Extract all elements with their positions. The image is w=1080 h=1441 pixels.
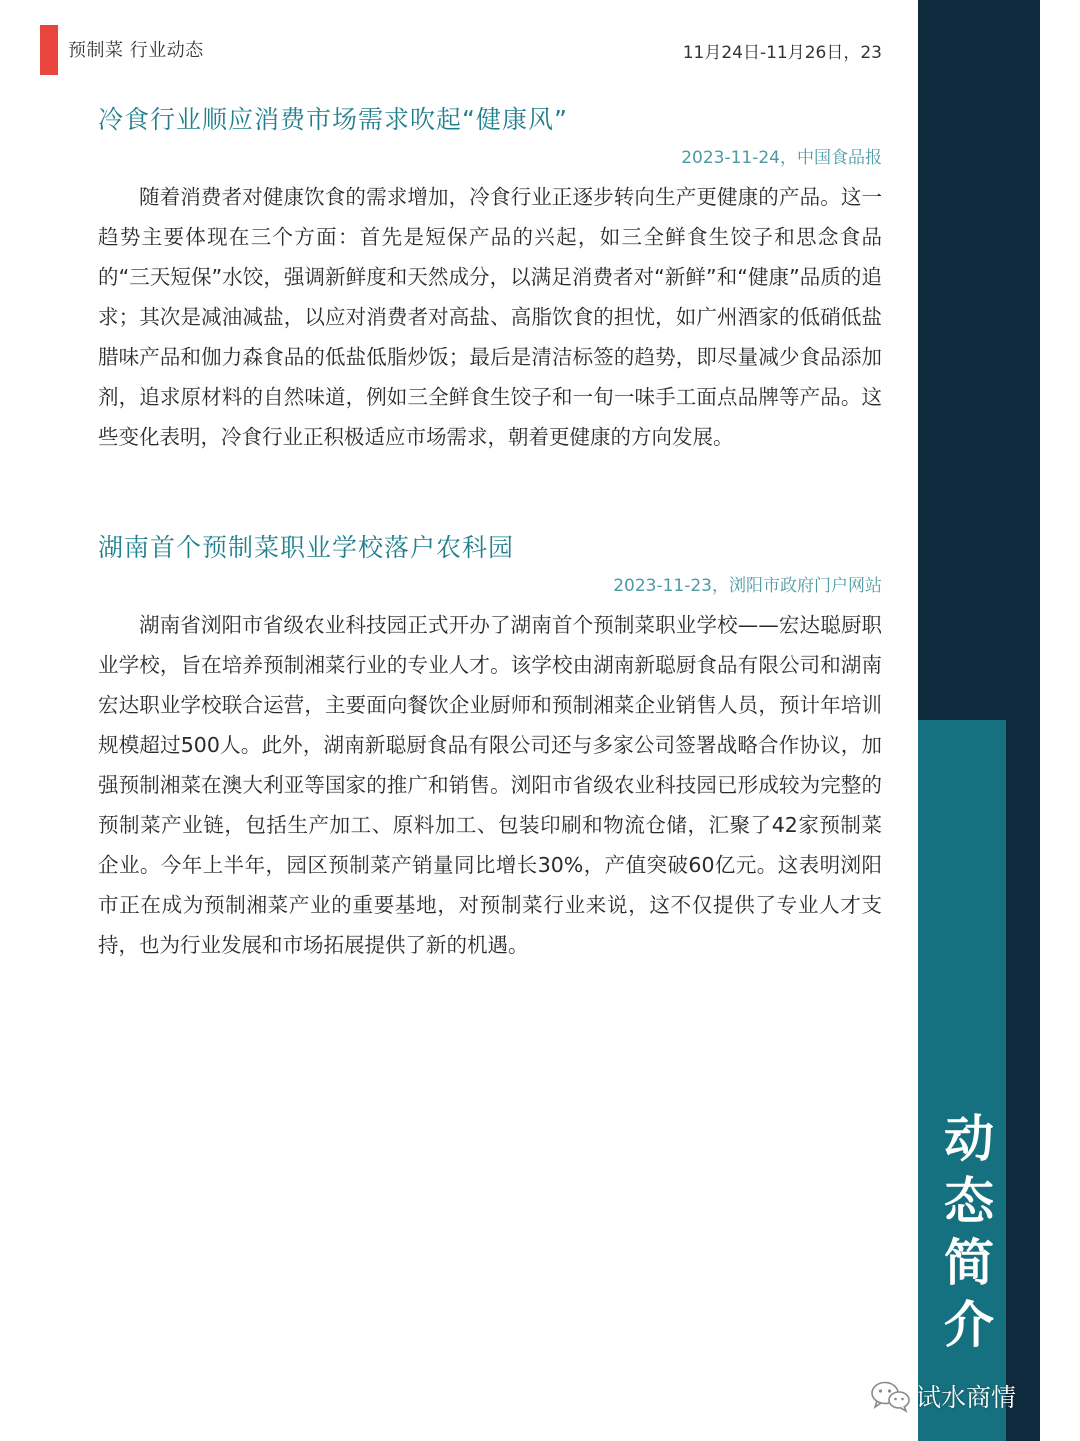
sidebar-title-char: 介 [944,1296,994,1354]
sidebar-title-char: 简 [944,1234,994,1292]
article-body: 随着消费者对健康饮食的需求增加，冷食行业正逐步转向生产更健康的产品。这一趋势主要体现在三个方面：首先是短保产品的兴起，如三全鲜食生饺子和思念食品的“三天短保”水饺，强调新鲜度和天然成分，以满足消费者对“新鲜”和“健康”品质的追求；其次是减油减盐，以应对消费者对高盐、高脂饮食的担忧，如广州酒家的低硝低盐腊味产品和伽力森食品的低盐低脂炒饭；最后是清洁标签的趋势，即尽量减少食品添加剂，追求原材料的自然味道，例如三全鲜食生饺子和一旬一味手工面点品牌等产品。这些变化表明，冷食行业正积极适应市场需求，朝着更健康的方向发展。 [98,185,882,449]
article-body: 湖南省浏阳市省级农业科技园正式开办了湖南首个预制菜职业学校——宏达聪厨职业学校，旨在培养预制湘菜行业的专业人才。该学校由湖南新聪厨食品有限公司和湖南宏达职业学校联合运营，主要面向餐饮企业厨师和预制湘菜企业销售人员，预计年培训规模超过500人。此外，湖南新聪厨食品有限公司还与多家公司签署战略合作协议，加强预制湘菜在澳大利亚等国家的推广和销售。浏阳市省级农业科技园已形成较为完整的预制菜产业链，包括生产加工、原料加工、包装印刷和物流仓储，汇聚了42家预制菜企业。今年上半年，园区预制菜产销量同比增长30%，产值突破60亿元。这表明浏阳市正在成为预制湘菜产业的重要基地，对预制菜行业来说，这不仅提供了专业人才支持，也为行业发展和市场拓展提供了新的机遇。 [98,613,882,957]
watermark-text: 试水商情 [916,1383,1017,1412]
article-2 [98,528,882,965]
article-title[interactable]: 冷食行业顺应消费市场需求吹起“健康风” [98,105,568,134]
header-category: 预制菜 行业动态 [68,40,204,61]
watermark [868,1376,1016,1416]
header-accent-bar [40,25,58,75]
wechat-icon [868,1378,914,1414]
sidebar-vertical-title [934,1108,1004,1356]
header-date-range: 11月24日-11月26日，23 [682,43,882,63]
article-title[interactable]: 湖南首个预制菜职业学校落户农科园 [98,533,515,562]
article-source: 2023-11-23，浏阳市政府门户网站 [613,576,882,596]
article-1 [98,100,882,457]
article-source: 2023-11-24，中国食品报 [681,148,882,168]
sidebar-title-char: 动 [944,1110,994,1168]
sidebar-title-char: 态 [944,1172,994,1230]
